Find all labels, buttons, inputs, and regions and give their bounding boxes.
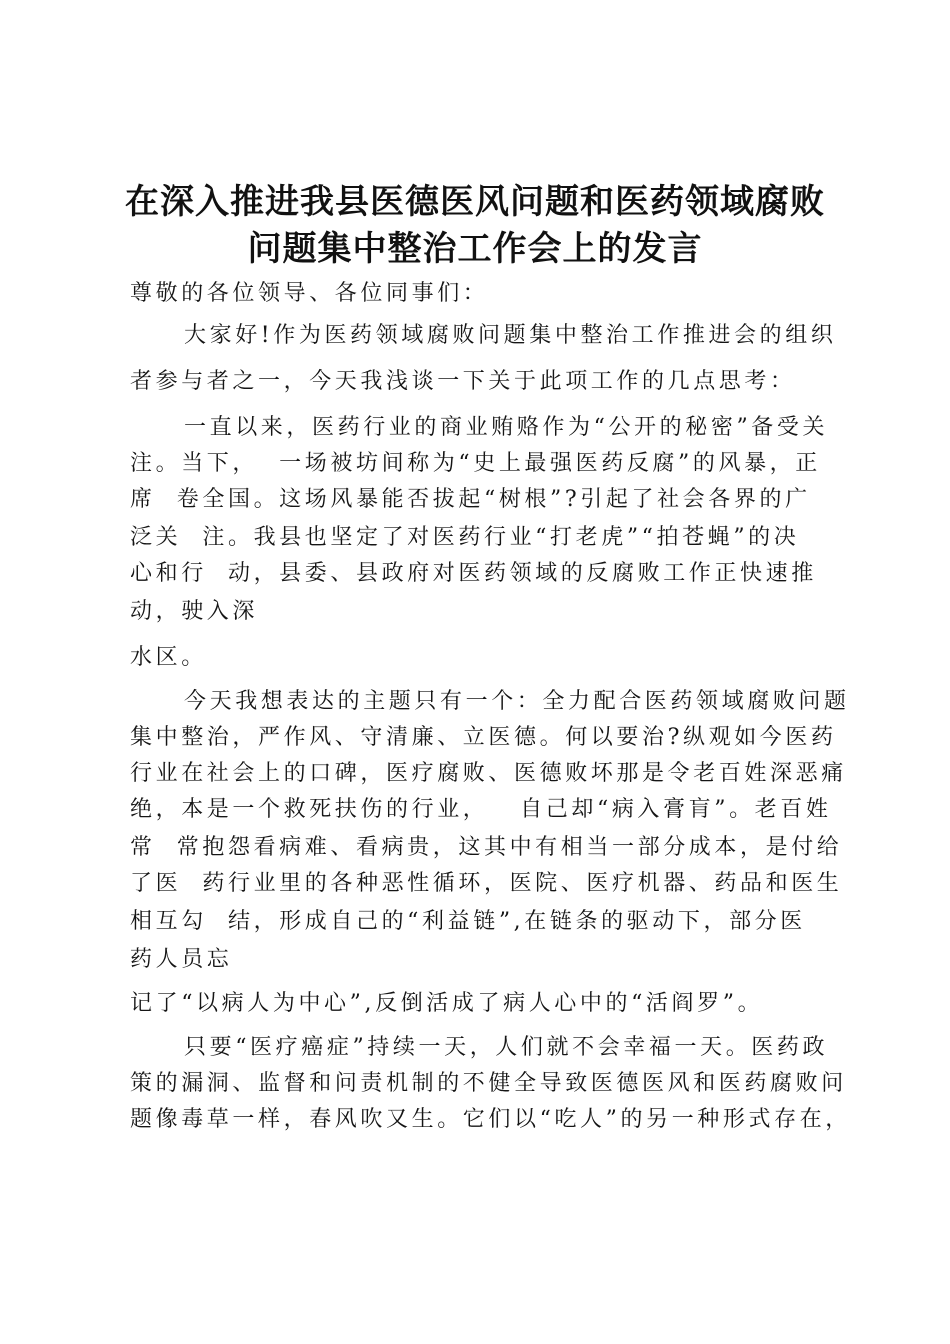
body-line: 行业在社会上的口碑，医疗腐败、医德败坏那是令老百姓深恶痛 [130, 761, 847, 786]
body-line: 水区。 [130, 645, 207, 670]
body-line: 席 卷全国。这场风暴能否拔起“树根”?引起了社会各界的广 [130, 487, 811, 512]
body-line: 大家好!作为医药领域腐败问题集中整治工作推进会的组织 [184, 323, 837, 348]
body-line: 注。当下， 一场被坊间称为“史上最强医药反腐”的风暴，正 [130, 451, 821, 476]
salutation: 尊敬的各位领导、各位同事们： [130, 281, 489, 306]
body-line: 一直以来，医药行业的商业贿赂作为“公开的秘密”备受关 [184, 415, 829, 440]
body-line: 只要“医疗癌症”持续一天，人们就不会幸福一天。医药政 [184, 1035, 829, 1060]
body-line: 了医 药行业里的各种恶性循环，医院、医疗机器、药品和医生 [130, 871, 843, 896]
body-line: 泛关 注。我县也坚定了对医药行业“打老虎”“拍苍蝇”的决 [130, 525, 800, 550]
body-line: 记了“以病人为中心”,反倒活成了病人心中的“活阎罗”。 [130, 991, 764, 1016]
body-line: 策的漏洞、监督和问责机制的不健全导致医德医风和医药腐败问 [130, 1071, 847, 1096]
body-line: 相互勾 结，形成自己的“利益链”,在链条的驱动下，部分医 [130, 909, 806, 934]
body-line: 心和行 动，县委、县政府对医药领域的反腐败工作正快速推 [130, 561, 817, 586]
body-line: 动，驶入深 [130, 599, 259, 624]
body-line: 题像毒草一样，春风吹又生。它们以“吃人”的另一种形式存在， [130, 1107, 851, 1132]
body-line: 药人员忘 [130, 947, 233, 972]
body-line: 今天我想表达的主题只有一个：全力配合医药领域腐败问题 [184, 689, 850, 714]
document-title-line-1: 在深入推进我县医德医风问题和医药领域腐败 [125, 182, 825, 222]
body-line: 绝，本是一个救死扶伤的行业， 自己却“病入膏肓”。老百姓 [130, 797, 832, 822]
body-line: 集中整治，严作风、守清廉、立医德。何以要治?纵观如今医药 [130, 725, 837, 750]
body-line: 常 常抱怨看病难、看病贵，这其中有相当一部分成本，是付给 [130, 835, 843, 860]
document-title-line-2: 问题集中整治工作会上的发言 [247, 229, 703, 269]
body-line: 者参与者之一，今天我浅谈一下关于此项工作的几点思考： [130, 369, 796, 394]
